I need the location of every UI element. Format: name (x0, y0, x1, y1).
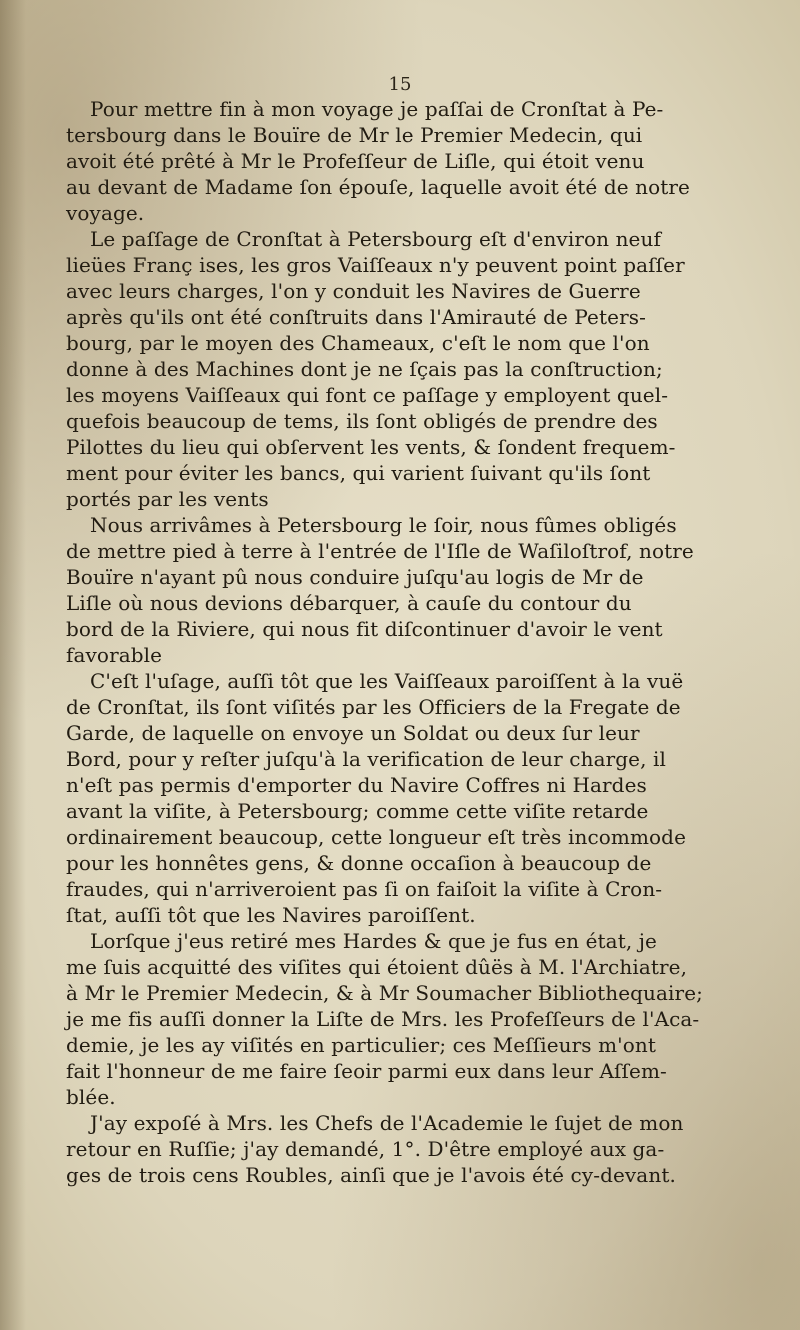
text-line: avant la viſite, à Petersbourg; comme cette viſite retarde (66, 799, 649, 823)
text-line: donne à des Machines dont je ne ſçais pas la conſtruction; (66, 357, 663, 381)
text-line: retour en Ruſſie; j'ay demandé, 1°. D'être employé aux ga- (66, 1137, 665, 1161)
body-text (66, 96, 760, 1188)
text-line: voyage. (66, 201, 145, 225)
text-line: avoit été prêté à Mr le Profeſſeur de Liſle, qui étoit venu (66, 149, 645, 173)
text-line: les moyens Vaiſſeaux qui font ce paſſage y employent quel- (66, 383, 669, 407)
text-line: à Mr le Premier Medecin, & à Mr Soumacher Bibliothequaire; (66, 981, 703, 1005)
text-line: Pilottes du lieu qui obſervent les vents, & ſondent frequem- (66, 435, 676, 459)
text-line: me ſuis acquitté des viſites qui étoient dûës à M. l'Archiatre, (66, 955, 688, 979)
text-line: Liſle où nous devions débarquer, à cauſe du contour du (66, 591, 632, 615)
text-line: J'ay expoſé à Mrs. les Chefs de l'Academie le ſujet de mon (90, 1111, 684, 1135)
text-line: bourg, par le moyen des Chameaux, c'eſt le nom que l'on (66, 331, 650, 355)
text-line: ſtat, auſſi tôt que les Navires paroiſſent. (66, 903, 476, 927)
text-line: blée. (66, 1085, 116, 1109)
text-line: Pour mettre fin à mon voyage je paſſai de Cronſtat à Pe- (90, 97, 664, 121)
text-line: portés par les vents (66, 487, 269, 511)
text-line: Bord, pour y reſter juſqu'à la verification de leur charge, il (66, 747, 666, 771)
text-line: après qu'ils ont été conſtruits dans l'Amirauté de Peters- (66, 305, 646, 329)
page-number: 15 (388, 74, 412, 95)
text-line: ordinairement beaucoup, cette longueur eſt très incommode (66, 825, 687, 849)
text-line: lieües Franç ises, les gros Vaiſſeaux n'y peuvent point paſſer (66, 253, 685, 277)
text-line: n'eſt pas permis d'emporter du Navire Coffres ni Hardes (66, 773, 647, 797)
text-line: je me fis auſſi donner la Liſte de Mrs. les Profeſſeurs de l'Aca- (66, 1007, 700, 1031)
text-line: ment pour éviter les bancs, qui varient ſuivant qu'ils ſont (66, 461, 651, 485)
binding-shadow (0, 0, 26, 1330)
text-line: favorable (66, 643, 163, 667)
text-line: Nous arrivâmes à Petersbourg le ſoir, nous fûmes obligés (90, 513, 677, 537)
text-line: de mettre pied à terre à l'entrée de l'Iſle de Waſiloſtrof, notre (66, 539, 694, 563)
text-line: demie, je les ay viſités en particulier; ces Meſſieurs m'ont (66, 1033, 657, 1057)
text-line: de Cronſtat, ils ſont viſités par les Officiers de la Fregate de (66, 695, 681, 719)
text-line: fraudes, qui n'arriveroient pas ſi on faiſoit la viſite à Cron- (66, 877, 663, 901)
text-line: bord de la Riviere, qui nous fit diſcontinuer d'avoir le vent (66, 617, 663, 641)
text-line: fait l'honneur de me faire ſeoir parmi eux dans leur Aſſem- (66, 1059, 667, 1083)
text-line: pour les honnêtes gens, & donne occaſion à beaucoup de (66, 851, 652, 875)
text-line: Bouïre n'ayant pû nous conduire juſqu'au logis de Mr de (66, 565, 644, 589)
text-line: avec leurs charges, l'on y conduit les Navires de Guerre (66, 279, 641, 303)
text-line: Lorſque j'eus retiré mes Hardes & que je fus en état, je (90, 929, 657, 953)
text-line: quefois beaucoup de tems, ils ſont obligés de prendre des (66, 409, 658, 433)
text-line: tersbourg dans le Bouïre de Mr le Premier Medecin, qui (66, 123, 643, 147)
text-line: Garde, de laquelle on envoye un Soldat ou deux ſur leur (66, 721, 640, 745)
text-line: au devant de Madame ſon épouſe, laquelle avoit été de notre (66, 175, 690, 199)
text-line: C'eſt l'uſage, auſſi tôt que les Vaiſſeaux paroiſſent à la vuë (90, 669, 684, 693)
text-line: Le paſſage de Cronſtat à Petersbourg eſt d'environ neuf (90, 227, 661, 251)
text-line: ges de trois cens Roubles, ainſi que je l'avois été cy-devant. (66, 1163, 676, 1187)
